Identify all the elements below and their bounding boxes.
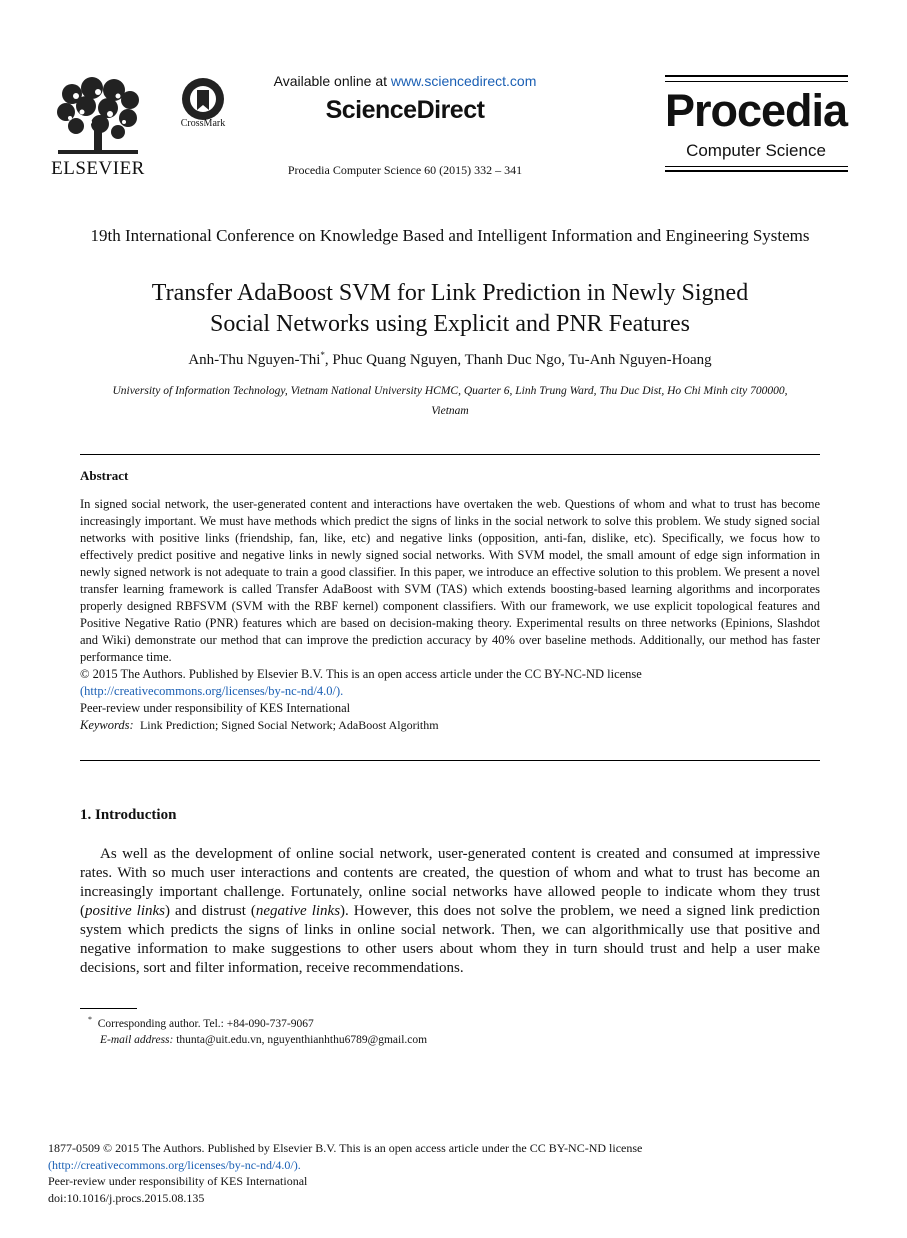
- publisher-name: ELSEVIER: [51, 158, 145, 179]
- emphasis: negative links: [255, 903, 341, 919]
- conference-name: 19th International Conference on Knowledge Based and Intelligent Information and Engineering Systems: [90, 226, 810, 245]
- footnote-rule: [80, 1008, 137, 1009]
- author-list: [80, 350, 820, 369]
- title-line: Transfer AdaBoost SVM for Link Prediction in Newly Signed: [151, 280, 749, 306]
- peer-review-text: Peer-review under responsibility of KES International: [80, 701, 351, 715]
- available-prefix: Available online at: [273, 73, 391, 89]
- journal-citation: Procedia Computer Science 60 (2015) 332 – 341: [287, 163, 523, 177]
- text-run: ). However, this does not solve the problem, we need a signed link prediction system which predicts the signs of links in online social network. Then, we can algorithmically use that positive and negative information to make suggestions to other users about whom they in turn should trust and help a user make decisions, sort and filter information, receive recommendations.: [80, 903, 820, 976]
- text-run: As well as the development of online social network, user-generated content is created and consumed at impressive rates. With so much user interactions and contents are created, the question of whom and what to trust has become an increasingly important challenge. Fortunately, online social networks have allowed people to indicate whom they trust (: [80, 846, 820, 919]
- footer-license-link[interactable]: (http://creativecommons.org/licenses/by-nc-nd/4.0/).: [48, 1157, 301, 1172]
- sciencedirect-link[interactable]: www.sciencedirect.com: [390, 73, 537, 89]
- text-run: ) and distrust (: [165, 903, 256, 919]
- email-addresses: thunta@uit.edu.vn, nguyenthianhthu6789@gmail.com: [176, 1033, 428, 1046]
- title-line: Social Networks using Explicit and PNR Features: [210, 311, 690, 337]
- procedia-rule: [665, 166, 848, 167]
- affiliation-line: University of Information Technology, Vietnam National University HCMC, Quarter 6, Linh Trung Ward, Thu Duc Dist, Ho Chi Minh city 700000,: [112, 385, 788, 397]
- procedia-wordmark: Procedia: [664, 85, 848, 136]
- email-label: E-mail address:: [100, 1033, 174, 1046]
- divider: [80, 760, 820, 761]
- copyright-text: © 2015 The Authors. Published by Elsevier B.V. This is an open access article under the CC BY-NC-ND license: [80, 667, 642, 681]
- divider: [80, 454, 820, 455]
- affiliation-line: Vietnam: [431, 405, 469, 417]
- emphasis: positive links: [85, 903, 166, 919]
- affiliation: [80, 381, 820, 421]
- procedia-rule: [665, 81, 848, 82]
- footer-peer-review: Peer-review under responsibility of KES International: [48, 1174, 308, 1188]
- corresponding-author: Corresponding author. Tel.: +84-090-737-9067: [97, 1017, 314, 1030]
- sciencedirect-wordmark: ScienceDirect: [325, 96, 485, 124]
- abstract-heading: Abstract: [80, 468, 129, 483]
- footer-copyright: 1877-0509 © 2015 The Authors. Published by Elsevier B.V. This is an open access article under the CC BY-NC-ND license: [48, 1141, 643, 1155]
- page-footer: [48, 1140, 768, 1206]
- elsevier-tree-logo: [52, 76, 144, 158]
- other-authors: , Phuc Quang Nguyen, Thanh Duc Ngo, Tu-Anh Nguyen-Hoang: [324, 352, 712, 368]
- abstract-body: [80, 496, 820, 734]
- paper-title: [80, 278, 820, 340]
- section-heading: 1. Introduction: [80, 807, 177, 823]
- introduction-body: [80, 845, 820, 978]
- footnote: [88, 1012, 788, 1048]
- available-online: [250, 73, 560, 89]
- first-author: Anh-Thu Nguyen-Thi: [188, 352, 321, 368]
- keywords-label: Keywords:: [80, 718, 134, 732]
- license-link[interactable]: (http://creativecommons.org/licenses/by-nc-nd/4.0/).: [80, 684, 344, 698]
- procedia-rule: [665, 75, 848, 77]
- procedia-subtitle: Computer Science: [686, 141, 826, 160]
- abstract-text: In signed social network, the user-generated content and interactions have overtaken the web. Questions of whom and what to trust has become increasingly important. We must have methods which predict the signs of links in the social network to solve this problem. We study signed social networks with positive links (friendship, fan, like, etc) and negative links (opposition, anti-fan, dislike, etc). Specifically, we focus how to effectively predict positive and negative links in newly signed social networks. With SVM model, the small amount of edge sign information in newly signed network is not adequate to train a good classifier. In this paper, we introduce an effective solution to this problem. We present a novel transfer learning framework is called Transfer AdaBoost with SVM (TAS) which extends boosting-based learning algorithms and incorporates properly designed RBFSVM (SVM with the RBF kernel) component classifiers. With our framework, we use explicit topological features and Positive Negative Ratio (PNR) features which are based on decision-making theory. Experimental results on three networks (Epinions, Slashdot and Wiki) demonstrate our method that can improve the prediction accuracy by 40% over baseline methods. Additionally, our method has faster performance time.: [80, 497, 820, 664]
- footnote-mark: *: [88, 1015, 92, 1024]
- crossmark-icon[interactable]: [180, 76, 226, 122]
- keywords: Link Prediction; Signed Social Network; AdaBoost Algorithm: [139, 718, 439, 732]
- corresponding-mark: *: [320, 350, 325, 360]
- procedia-rule: [665, 170, 848, 172]
- paragraph: [80, 845, 820, 978]
- crossmark-label: CrossMark: [180, 118, 226, 129]
- footer-doi: doi:10.1016/j.procs.2015.08.135: [48, 1190, 205, 1205]
